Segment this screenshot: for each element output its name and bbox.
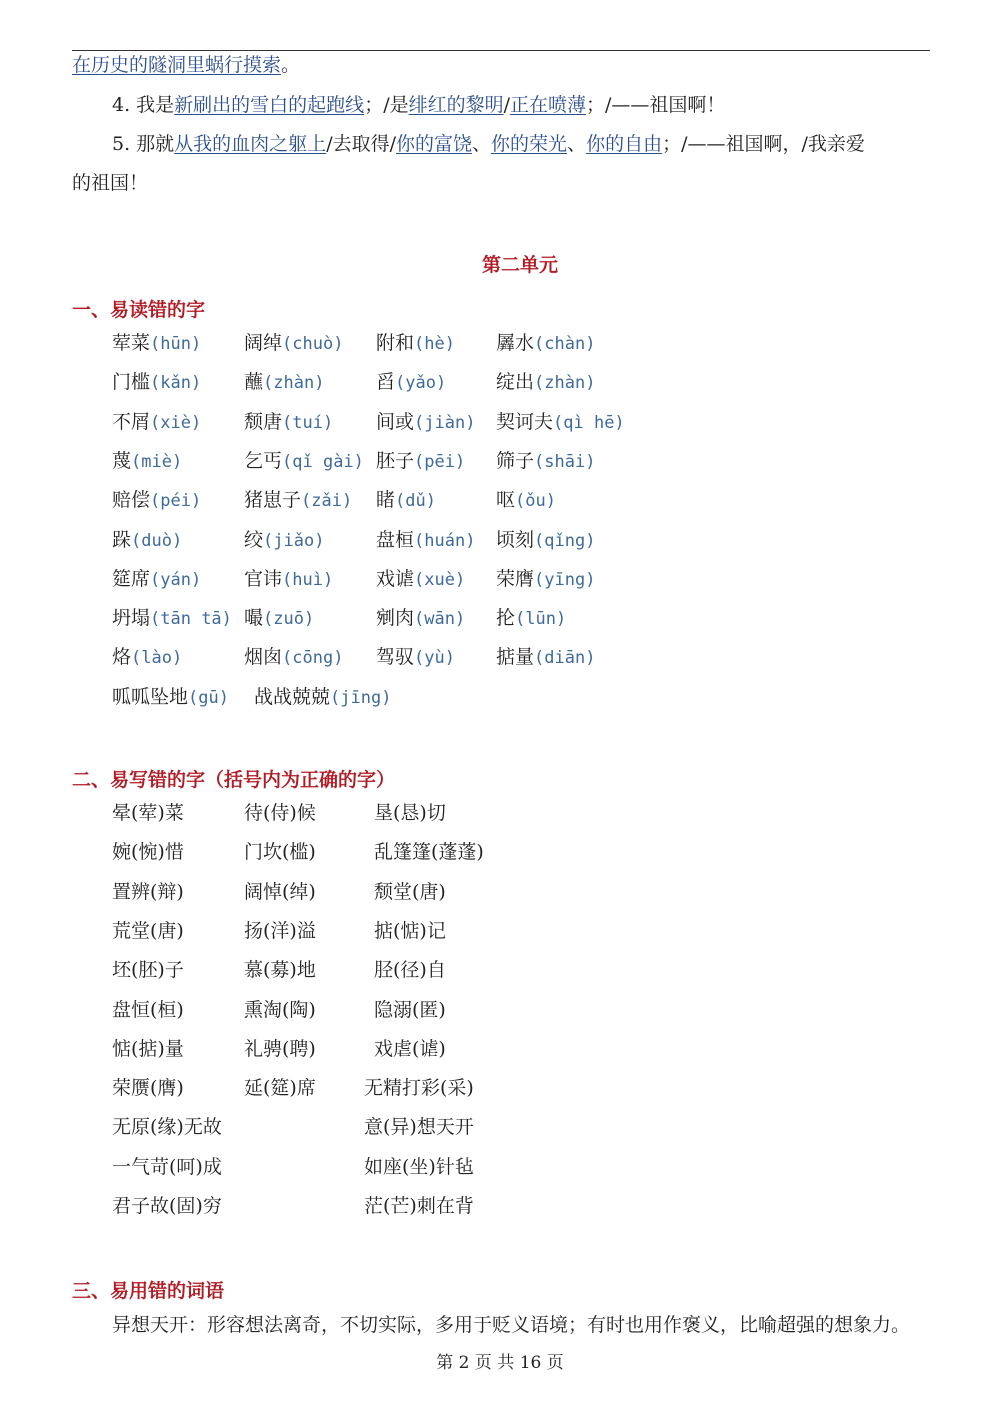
pinyin-text: (zuō): [263, 609, 315, 630]
word-entry: [112, 564, 201, 591]
word-text: 官讳: [244, 567, 283, 590]
correction-entry: 坯(胚)子: [112, 959, 184, 982]
pinyin-text: (ǒu): [515, 491, 556, 512]
word-entry: [244, 328, 343, 355]
text-segment: ；/——祖国啊！: [586, 94, 726, 116]
word-text: 胚子: [376, 449, 415, 472]
pinyin-text: (hūn): [150, 334, 202, 354]
underlined-phrase: 你的自由: [586, 133, 663, 155]
text-segment: 、: [472, 133, 492, 155]
section1-title: 一、易读错的字: [72, 299, 206, 321]
word-text: 乞丐: [244, 449, 283, 472]
word-entry: [376, 525, 475, 552]
word-text: 盘桓: [376, 528, 415, 551]
intro-line-2: [112, 131, 865, 157]
word-entry: [244, 564, 333, 591]
correction-entry: 惦(掂)量: [112, 1037, 184, 1060]
section3-title: 三、易用错的词语: [72, 1280, 225, 1302]
underlined-phrase: 你的荣光: [491, 133, 568, 155]
correction-entry: 茫(芒)刺在背: [364, 1195, 474, 1217]
pinyin-text: (zǎi): [301, 491, 353, 512]
pinyin-text: (péi): [150, 491, 202, 512]
correction-entry: 胫(径)自: [374, 959, 446, 982]
correction-entry: 无原(缘)无故: [112, 1116, 222, 1139]
word-text: 战战兢兢: [254, 685, 331, 708]
pinyin-text: (xiè): [150, 412, 202, 433]
word-text: 掂量: [496, 646, 535, 669]
word-text: 附和: [376, 332, 415, 354]
word-text: 嘬: [244, 607, 264, 630]
top-rule: [72, 50, 930, 51]
word-entry: [244, 603, 314, 630]
pinyin-text: (duò): [131, 530, 183, 551]
correction-entry: 颓堂(唐): [374, 880, 446, 903]
intro-line-0: [72, 52, 300, 78]
pinyin-text: (lūn): [515, 609, 567, 630]
underlined-phrase: 新刷出的雪白的起跑线: [174, 94, 365, 116]
word-entry: [376, 328, 455, 355]
word-text: 绞: [244, 528, 264, 551]
word-text: 契诃夫: [496, 410, 554, 433]
word-entry: [244, 446, 364, 473]
word-text: 蔑: [112, 449, 132, 472]
correction-entry: 一气苛(呵)成: [112, 1155, 222, 1178]
correction-entry: 荒堂(唐): [112, 919, 184, 942]
word-text: 呕: [496, 489, 516, 512]
correction-entry: 晕(荤)菜: [112, 802, 184, 824]
word-entry: [112, 642, 182, 669]
word-entry: [376, 485, 436, 512]
word-entry: [376, 564, 465, 591]
word-entry: [496, 642, 595, 669]
word-entry: [496, 603, 566, 630]
word-entry: [376, 446, 465, 473]
section2-title: 二、易写错的字（括号内为正确的字）: [72, 769, 396, 791]
underlined-phrase: 正在喷薄: [510, 94, 587, 116]
section3-text: 异想天开：形容想法离奇，不切实际，多用于贬义语境；有时也用作褒义，比喻超强的想象力。: [112, 1314, 911, 1336]
word-text: 抡: [496, 607, 516, 630]
correction-entry: 待(侍)候: [244, 802, 316, 824]
pinyin-text: (tuí): [282, 412, 334, 433]
word-text: 睹: [376, 489, 396, 512]
pinyin-text: (pēi): [414, 451, 466, 472]
pinyin-text: (shāi): [534, 451, 596, 472]
word-entry: [376, 603, 465, 630]
pinyin-text: (jīng): [330, 687, 392, 708]
word-entry: [112, 603, 232, 630]
text-segment: 的祖国！: [72, 172, 149, 194]
underlined-phrase: 你的富饶: [396, 133, 473, 155]
pinyin-text: (yǎo): [395, 373, 447, 394]
pinyin-text: (yán): [150, 569, 202, 590]
correction-entry: 如座(坐)针毡: [364, 1155, 474, 1178]
correction-entry: 掂(惦)记: [374, 919, 446, 942]
correction-entry: 荣赝(膺): [112, 1077, 184, 1100]
word-text: 绽出: [496, 371, 535, 394]
pinyin-text: (huán): [414, 530, 476, 551]
word-entry: [244, 367, 324, 394]
pinyin-text: (hè): [414, 334, 455, 354]
pinyin-text: (qǐ gài): [282, 451, 364, 472]
word-text: 坍塌: [112, 607, 151, 630]
pinyin-text: (tān tā): [150, 609, 232, 630]
word-text: 戏谑: [376, 567, 415, 590]
word-entry: [254, 682, 391, 709]
page-footer: 第 2 页 共 16 页: [436, 1353, 564, 1373]
text-segment: /去取得/: [326, 133, 396, 155]
pinyin-text: (lào): [131, 648, 183, 669]
word-entry: [376, 407, 475, 434]
pinyin-text: (huì): [282, 569, 334, 590]
correction-entry: 无精打彩(采): [364, 1077, 474, 1100]
word-text: 间或: [376, 410, 415, 433]
word-text: 蘸: [244, 371, 264, 394]
pinyin-text: (diān): [534, 648, 596, 669]
word-text: 顷刻: [496, 528, 535, 551]
pinyin-text: (cōng): [282, 648, 344, 669]
pinyin-text: (zhàn): [534, 373, 596, 394]
correction-entry: 婉(惋)惜: [112, 841, 184, 864]
pinyin-text: (chàn): [534, 334, 596, 354]
correction-entry: 盘恒(桓): [112, 998, 184, 1021]
pinyin-text: (dǔ): [395, 491, 436, 512]
pinyin-text: (wān): [414, 609, 466, 630]
correction-entry: 乱篷篷(蓬蓬): [374, 841, 484, 864]
word-text: 跺: [112, 528, 132, 551]
word-text: 猪崽子: [244, 489, 302, 512]
correction-entry: 礼骋(聘): [244, 1037, 316, 1060]
word-text: 荣膺: [496, 567, 535, 590]
word-entry: [496, 328, 595, 355]
text-segment: 5. 那就: [112, 133, 175, 155]
pinyin-text: (zhàn): [263, 373, 325, 394]
pinyin-text: (qì hē): [553, 412, 625, 433]
correction-entry: 熏淘(陶): [244, 998, 316, 1021]
word-text: 羼水: [496, 332, 535, 354]
pinyin-text: (gū): [188, 687, 229, 708]
word-entry: [244, 642, 343, 669]
word-entry: [376, 367, 446, 394]
word-entry: [496, 446, 595, 473]
word-text: 颓唐: [244, 410, 283, 433]
word-text: 呱呱坠地: [112, 685, 189, 708]
word-entry: [112, 485, 201, 512]
underlined-phrase: 绯红的黎明: [408, 94, 504, 116]
correction-entry: 门坎(槛): [244, 841, 316, 864]
intro-line-1: [112, 92, 725, 118]
correction-entry: 意(异)想天开: [364, 1116, 474, 1139]
word-text: 阔绰: [244, 332, 283, 354]
word-entry: [496, 564, 595, 591]
word-entry: [496, 367, 595, 394]
word-text: 赔偿: [112, 489, 151, 512]
word-entry: [244, 407, 333, 434]
word-entry: [112, 367, 201, 394]
word-text: 筛子: [496, 449, 535, 472]
word-entry: [244, 485, 352, 512]
word-entry: [112, 525, 182, 552]
correction-entry: 扬(洋)溢: [244, 919, 316, 942]
word-text: 不屑: [112, 410, 151, 433]
word-text: 荤菜: [112, 332, 151, 354]
pinyin-text: (jiàn): [414, 412, 476, 433]
word-entry: [112, 328, 201, 355]
correction-entry: 阔悼(绰): [244, 880, 316, 903]
pinyin-text: (miè): [131, 451, 183, 472]
word-entry: [496, 485, 556, 512]
text-segment: ；/——祖国啊，/我亲爱: [662, 133, 865, 155]
pinyin-text: (kǎn): [150, 373, 202, 394]
word-entry: [244, 525, 324, 552]
pinyin-text: (yīng): [534, 569, 596, 590]
pinyin-text: (jiǎo): [263, 530, 325, 551]
correction-entry: 君子故(固)穷: [112, 1195, 222, 1217]
word-text: 门槛: [112, 371, 151, 394]
word-text: 舀: [376, 371, 396, 394]
pinyin-text: (chuò): [282, 334, 344, 354]
correction-entry: 垦(恳)切: [374, 802, 446, 824]
intro-line-3: [72, 170, 148, 196]
underlined-phrase: 从我的血肉之躯上: [174, 133, 327, 155]
text-segment: 。: [281, 54, 301, 76]
word-entry: [112, 407, 201, 434]
pinyin-text: (yù): [414, 648, 455, 669]
correction-entry: 置辨(辩): [112, 880, 184, 903]
word-text: 烙: [112, 646, 132, 669]
word-entry: [496, 407, 625, 434]
word-text: 筵席: [112, 567, 151, 590]
text-segment: 4. 我是: [112, 94, 175, 116]
word-text: 剜肉: [376, 607, 415, 630]
text-segment: /: [503, 94, 511, 116]
correction-entry: 隐溺(匿): [374, 998, 446, 1021]
correction-entry: 戏虐(谑): [374, 1037, 446, 1060]
word-entry: [376, 642, 455, 669]
correction-entry: 延(筵)席: [244, 1077, 316, 1100]
underlined-phrase: 在历史的隧洞里蜗行摸索: [72, 54, 282, 76]
word-text: 驾驭: [376, 646, 415, 669]
pinyin-text: (xuè): [414, 569, 466, 590]
correction-entry: 慕(募)地: [244, 959, 316, 982]
text-segment: 、: [567, 133, 587, 155]
unit-title: 第二单元: [481, 254, 558, 276]
word-entry: [112, 682, 229, 709]
word-entry: [496, 525, 595, 552]
word-text: 烟囱: [244, 646, 283, 669]
text-segment: ；/是: [364, 94, 409, 116]
word-entry: [112, 446, 182, 473]
pinyin-text: (qǐng): [534, 530, 596, 551]
